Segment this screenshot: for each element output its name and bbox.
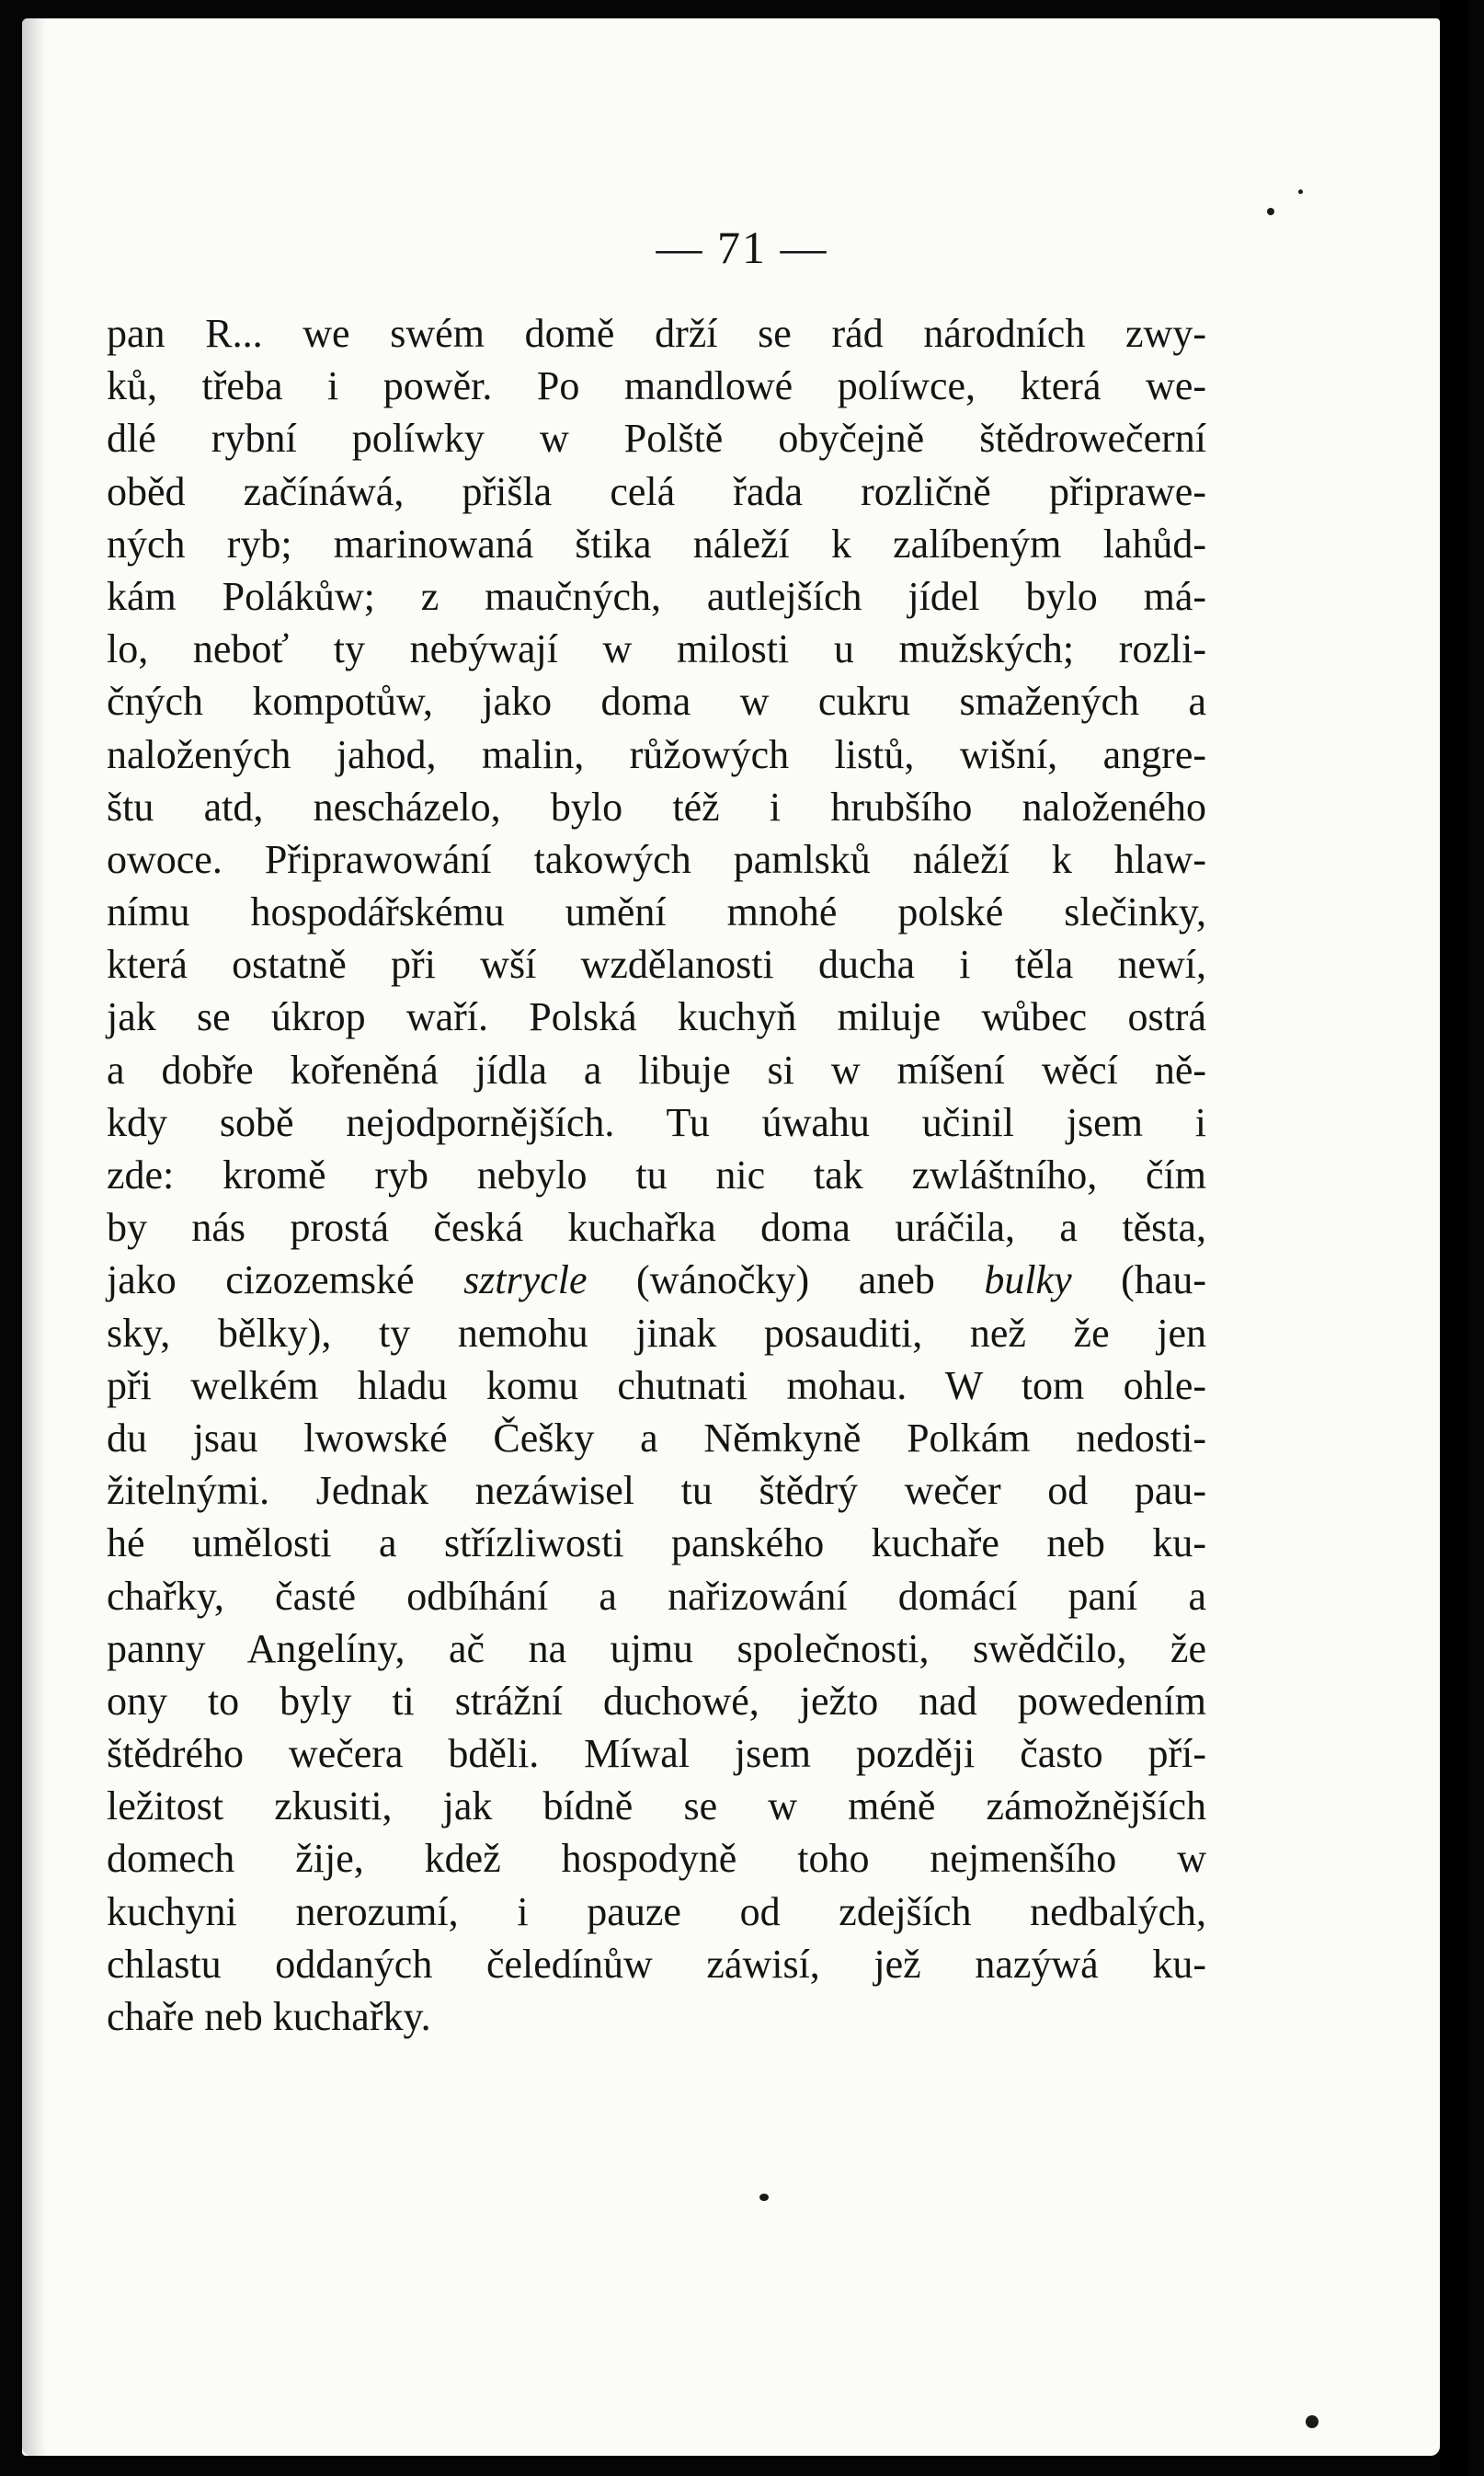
- text-line: která ostatně při wší wzdělanosti ducha i těla newí,: [107, 942, 1206, 988]
- text-line: dlé rybní políwky w Polště obyčejně štědrowečerní: [107, 416, 1206, 462]
- text-line: ony to byly ti strážní duchowé, ježto nad powedením: [107, 1678, 1206, 1724]
- text-line: chlastu oddaných čeledínůw záwisí, jež nazýwá ku-: [107, 1941, 1206, 1987]
- italic-term-sztrycle: sztrycle: [463, 1257, 588, 1303]
- text-line: štědrého wečera bděli. Míwal jsem později často pří-: [107, 1731, 1206, 1777]
- text-line: domech žije, kdež hospodyně toho nejmenšího w: [107, 1836, 1206, 1882]
- body-text: [107, 307, 1206, 2043]
- text-line: ných ryb; marinowaná štika náleží k zalíbeným lahůd-: [107, 521, 1206, 567]
- page-number: — 71 —: [656, 222, 828, 273]
- text-line: hé umělosti a střízliwosti panského kuchaře neb ku-: [107, 1520, 1206, 1566]
- text-line: panny Angelíny, ač na ujmu společnosti, swědčilo, že: [107, 1625, 1206, 1671]
- text-line: by nás prostá česká kuchařka doma uráčila, a těsta,: [107, 1205, 1206, 1251]
- text-line-with-italics: [107, 1254, 1206, 1306]
- text-line: čných kompotůw, jako doma w cukru smažených a: [107, 679, 1206, 725]
- text-line: pan R... we swém domě drží se rád národních zwy-: [107, 311, 1206, 356]
- text-line: zde: kromě ryb nebylo tu nic tak zwláštního, čím: [107, 1152, 1206, 1198]
- text-line: chařky, časté odbíhání a nařizowání domácí paní a: [107, 1573, 1206, 1619]
- text-line: kdy sobě nejodpornějších. Tu úwahu učinil jsem i: [107, 1099, 1206, 1145]
- text-line: oběd začínáwá, přišla celá řada rozličně připrawe-: [107, 468, 1206, 514]
- text-fragment: jako cizozemské: [107, 1257, 464, 1303]
- text-line: ků, třeba i powěr. Po mandlowé políwce, která we-: [107, 363, 1206, 409]
- text-line: a dobře kořeněná jídla a libuje si w míšení wěcí ně-: [107, 1047, 1206, 1093]
- text-line: jak se úkrop waří. Polská kuchyň miluje wůbec ostrá: [107, 994, 1206, 1040]
- text-line: du jsau lwowské Češky a Němkyně Polkám nedosti-: [107, 1415, 1206, 1461]
- scan-right-edge: [1440, 0, 1467, 2476]
- text-line: owoce. Připrawowání takowých pamlsků náleží k hlaw-: [107, 836, 1206, 882]
- text-line: nímu hospodářskému umění mnohé polské slečinky,: [107, 889, 1206, 935]
- text-line-last: chaře neb kuchařky.: [107, 1994, 431, 2039]
- text-line: ležitost zkusiti, jak bídně se w méně zámožnějších: [107, 1783, 1206, 1829]
- italic-term-bulky: bulky: [984, 1257, 1072, 1303]
- text-line: sky, bělky), ty nemohu jinak posauditi, než že jen: [107, 1310, 1206, 1356]
- text-fragment: (hau-: [1071, 1257, 1206, 1303]
- paper-speck: [1298, 189, 1303, 194]
- text-line: žitelnými. Jednak nezáwisel tu štědrý wečer od pau-: [107, 1468, 1206, 1514]
- text-line: při welkém hladu komu chutnati mohau. W tom ohle-: [107, 1362, 1206, 1408]
- text-line: naložených jahod, malin, růžowých listů, wišní, angre-: [107, 731, 1206, 777]
- paper-speck: [1306, 2415, 1318, 2428]
- paper-speck: [759, 2194, 769, 2201]
- text-line: štu atd, nescházelo, bylo též i hrubšího naloženého: [107, 784, 1206, 830]
- text-line: kám Polákůw; z maučných, autlejších jídel bylo má-: [107, 573, 1206, 619]
- text-line: lo, neboť ty nebýwají w milosti u mužských; rozli-: [107, 626, 1206, 672]
- paper-speck: [1267, 208, 1274, 215]
- page-gutter-shadow: [22, 18, 46, 2456]
- text-line: kuchyni nerozumí, i pauze od zdejších nedbalých,: [107, 1888, 1206, 1934]
- text-fragment: (wánočky) aneb: [587, 1257, 985, 1303]
